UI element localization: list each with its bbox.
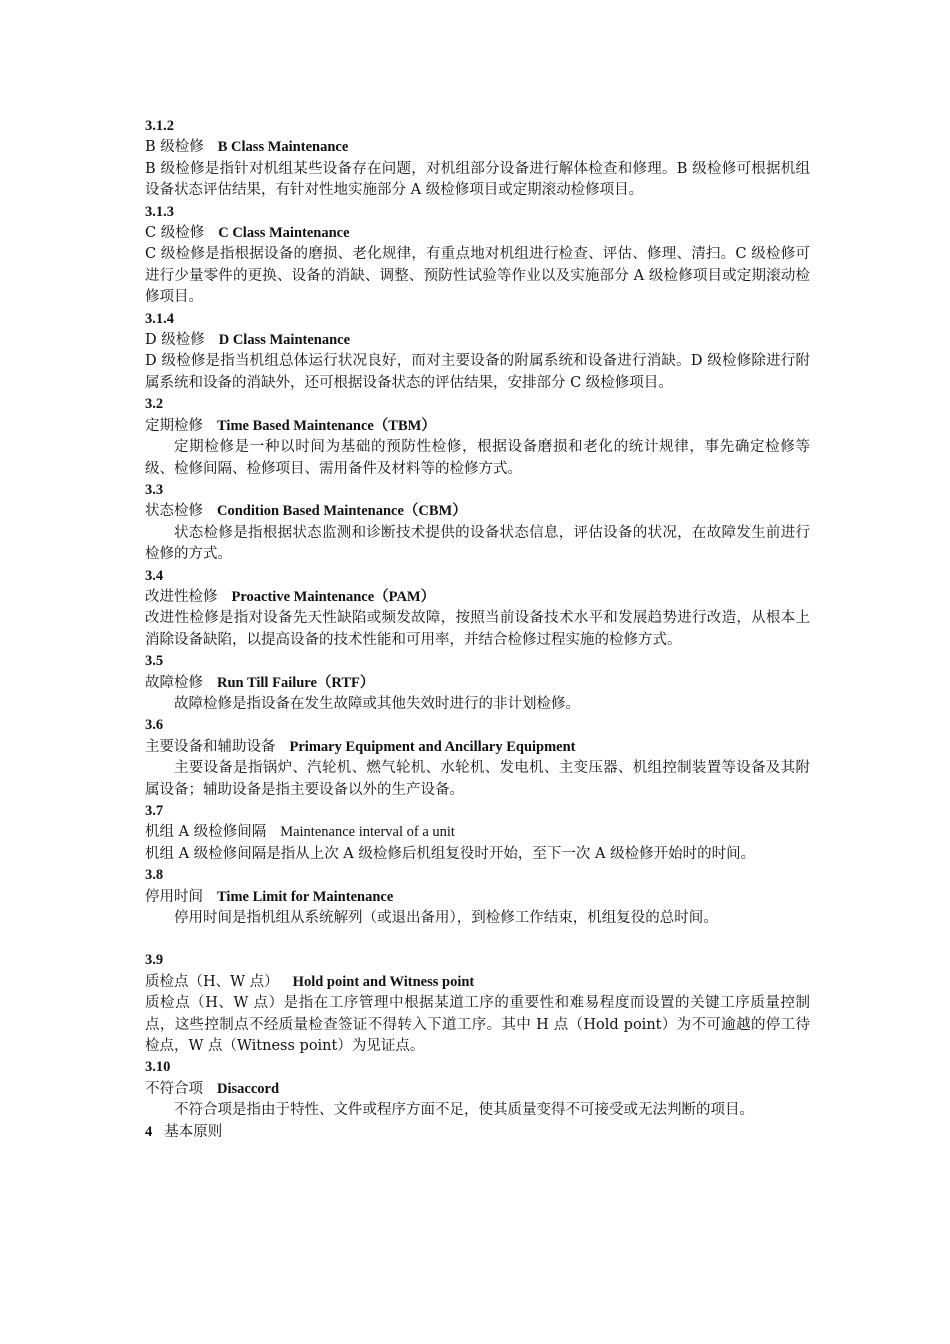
section-number: 4 <box>145 1123 153 1140</box>
term-title <box>145 223 810 244</box>
term-chinese: 故障检修 <box>145 674 203 691</box>
term-title <box>145 587 810 608</box>
term-chinese: 不符合项 <box>145 1080 203 1097</box>
term-english: Time Limit for Maintenance <box>217 888 394 905</box>
term-definition: D 级检修是指当机组总体运行状况良好，而对主要设备的附属系统和设备进行消缺。D 级检修除进行附属系统和设备的消缺外，还可根据设备状态的评估结果，安排部分 C 级检修项目。 <box>145 353 810 391</box>
definition-section <box>145 651 810 715</box>
term-title <box>145 673 810 694</box>
term-chinese: 改进性检修 <box>145 588 218 605</box>
definition-section <box>145 480 810 566</box>
term-english: Primary Equipment and Ancillary Equipment <box>289 738 576 755</box>
term-definition: 机组 A 级检修间隔是指从上次 A 级检修后机组复役时开始，至下一次 A 级检修开始时的时间。 <box>145 845 756 862</box>
term-definition: 质检点（H、W 点）是指在工序管理中根据某道工序的重要性和难易程度而设置的关键工序质量控制点，这些控制点不经质量检查签证不得转入下道工序。其中 H 点（Hold point）为不可逾越的停工待检点，W 点（Witness point）为见证点。 <box>145 995 810 1055</box>
term-chinese: 机组 A 级检修间隔 <box>145 824 267 841</box>
definition-section <box>145 202 810 309</box>
term-title <box>145 1079 810 1100</box>
term-title <box>145 416 810 437</box>
term-definition: 状态检修是指根据状态监测和诊断技术提供的设备状态信息，评估设备的状况，在故障发生前进行检修的方式。 <box>145 524 810 563</box>
term-title <box>145 137 810 158</box>
term-english: Proactive Maintenance（PAM） <box>231 588 436 605</box>
section-number: 3.7 <box>145 803 164 819</box>
section-number: 3.4 <box>145 567 164 584</box>
term-definition: 不符合项是指由于特性、文件或程序方面不足，使其质量变得不可接受或无法判断的项目。 <box>174 1102 754 1119</box>
sections-container <box>145 116 810 1122</box>
definition-section <box>145 715 810 801</box>
definition-section <box>145 801 810 865</box>
term-english: Time Based Maintenance（TBM） <box>217 417 436 434</box>
term-title <box>145 737 810 758</box>
term-english: B Class Maintenance <box>217 139 349 156</box>
section-number: 3.5 <box>145 653 164 670</box>
term-english: C Class Maintenance <box>218 225 350 242</box>
definition-section <box>145 865 810 950</box>
term-english: Condition Based Maintenance（CBM） <box>217 503 467 520</box>
term-chinese: 定期检修 <box>145 417 203 434</box>
definition-section <box>145 116 810 202</box>
term-title <box>145 822 810 843</box>
term-chinese: D 级检修 <box>145 332 205 349</box>
definition-section <box>145 950 810 1057</box>
section-number: 3.1.4 <box>145 310 174 327</box>
definition-section <box>145 1057 810 1121</box>
section-number: 3.1.3 <box>145 203 174 220</box>
term-definition: 停用时间是指机组从系统解列（或退出备用），到检修工作结束，机组复役的总时间。 <box>174 910 718 927</box>
term-english: Run Till Failure（RTF） <box>217 674 375 691</box>
document-page <box>145 116 810 1143</box>
term-title <box>145 887 810 908</box>
term-chinese: B 级检修 <box>145 139 204 156</box>
term-definition: 定期检修是一种以时间为基础的预防性检修，根据设备磨损和老化的统计规律，事先确定检修等级、检修间隔、检修项目、需用备件及材料等的检修方式。 <box>145 439 810 477</box>
section-number: 3.1.2 <box>145 118 174 134</box>
term-chinese: 状态检修 <box>145 503 203 520</box>
term-chinese: 质检点（H、W 点） <box>145 973 279 990</box>
section-number: 3.6 <box>145 717 164 734</box>
spacer <box>145 929 810 950</box>
term-title <box>145 330 810 351</box>
term-chinese: C 级检修 <box>145 225 205 242</box>
term-chinese: 主要设备和辅助设备 <box>145 738 276 755</box>
term-english: Disaccord <box>217 1080 280 1097</box>
term-definition: C 级检修是指根据设备的磨损、老化规律，有重点地对机组进行检查、评估、修理、清扫。C 级检修可进行少量零件的更换、设备的消缺、调整、预防性试验等作业以及实施部分 A 级检修项目或定期滚动检修项目。 <box>145 246 810 306</box>
term-title <box>145 972 810 993</box>
section-number: 3.2 <box>145 396 164 413</box>
term-definition: 主要设备是指锅炉、汽轮机、燃气轮机、水轮机、发电机、主变压器、机组控制装置等设备及其附属设备；辅助设备是指主要设备以外的生产设备。 <box>145 760 810 798</box>
section-heading-4 <box>145 1122 810 1143</box>
term-chinese: 停用时间 <box>145 888 203 905</box>
term-english: D Class Maintenance <box>218 332 351 349</box>
term-english: Hold point and Witness point <box>292 973 475 990</box>
definition-section <box>145 309 810 395</box>
term-definition: 故障检修是指设备在发生故障或其他失效时进行的非计划检修。 <box>174 695 580 712</box>
section-number: 3.9 <box>145 952 164 969</box>
section-number: 3.3 <box>145 481 164 498</box>
term-title <box>145 501 810 522</box>
section-heading-text: 基本原则 <box>164 1123 223 1140</box>
term-definition: 改进性检修是指对设备先天性缺陷或频发故障，按照当前设备技术水平和发展趋势进行改造，从根本上消除设备缺陷，以提高设备的技术性能和可用率，并结合检修过程实施的检修方式。 <box>145 610 810 648</box>
definition-section <box>145 394 810 480</box>
term-definition: B 级检修是指针对机组某些设备存在问题，对机组部分设备进行解体检查和修理。B 级检修可根据机组设备状态评估结果，有针对性地实施部分 A 级检修项目或定期滚动检修项目。 <box>145 160 810 199</box>
definition-section <box>145 566 810 652</box>
section-number: 3.8 <box>145 867 164 884</box>
section-number: 3.10 <box>145 1059 171 1076</box>
term-english: Maintenance interval of a unit <box>280 824 455 841</box>
